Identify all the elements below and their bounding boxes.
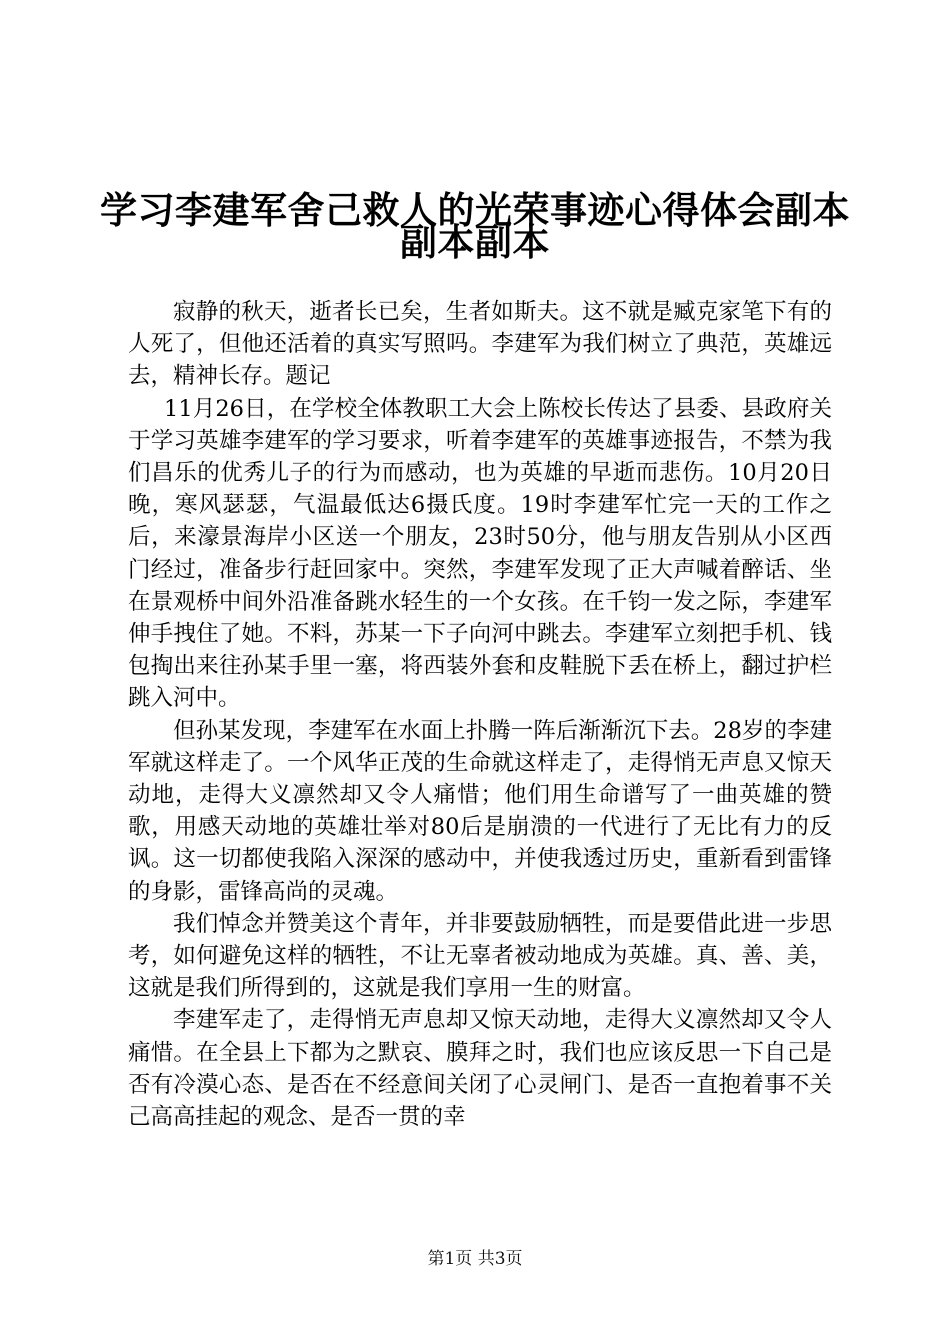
paragraph-introspection: 李建军走了，走得悄无声息却又惊天动地，走得大义凛然却又令人痛惜。在全县上下都为之默哀、膜拜之时，我们也应该反思一下自己是否有冷漠心态、是否在不经意间关闭了心灵闸门、是否一直抱着事不关己高高挂起的观念、是否一贯的幸 xyxy=(128,1007,832,1131)
paragraph-meeting: 11月26日，在学校全体教职工大会上陈校长传达了县委、县政府关于学习英雄李建军的学习要求，听着李建军的英雄事迹报告，不禁为我们昌乐的优秀儿子的行为而感动，也为英雄的早逝而悲伤。10月20日晚，寒风瑟瑟，气温最低达6摄氏度。19时李建军忙完一天的工作之后，来濠景海岸小区送一个朋友，23时50分，他与朋友告别从小区西门经过，准备步行赶回家中。突然，李建军发现了正大声喊着醉话、坐在景观桥中间外沿准备跳水轻生的一个女孩。在千钧一发之际，李建军伸手拽住了她。不料，苏某一下子向河中跳去。李建军立刻把手机、钱包掏出来往孙某手里一塞，将西装外套和皮鞋脱下丢在桥上，翻过护栏跳入河中。 xyxy=(128,395,832,712)
document-title-line-1: 学习李建军舍己救人的光荣事迹心得体会副本 xyxy=(100,188,850,232)
paragraph-sacrifice: 但孙某发现，李建军在水面上扑腾一阵后渐渐沉下去。28岁的李建军就这样走了。一个风华正茂的生命就这样走了，走得悄无声息又惊天动地，走得大义凛然却又令人痛惜；他们用生命谱写了一曲英雄的赞歌，用感天动地的英雄壮举对80后是崩溃的一代进行了无比有力的反讽。这一切都使我陷入深深的感动中，并使我透过历史，重新看到雷锋的身影，雷锋高尚的灵魂。 xyxy=(128,717,832,905)
page-number-footer: 第1页 共3页 xyxy=(427,1249,523,1269)
paragraph-reflection: 我们悼念并赞美这个青年，并非要鼓励牺牲，而是要借此进一步思考，如何避免这样的牺牲，不让无辜者被动地成为英雄。真、善、美，这就是我们所得到的，这就是我们享用一生的财富。 xyxy=(128,910,832,1002)
document-title-line-2: 副本副本 xyxy=(400,220,550,264)
document-body xyxy=(128,296,832,1133)
paragraph-epigraph: 寂静的秋天，逝者长已矣，生者如斯夫。这不就是臧克家笔下有的人死了，但他还活着的真实写照吗。李建军为我们树立了典范，英雄远去，精神长存。题记 xyxy=(128,299,832,390)
